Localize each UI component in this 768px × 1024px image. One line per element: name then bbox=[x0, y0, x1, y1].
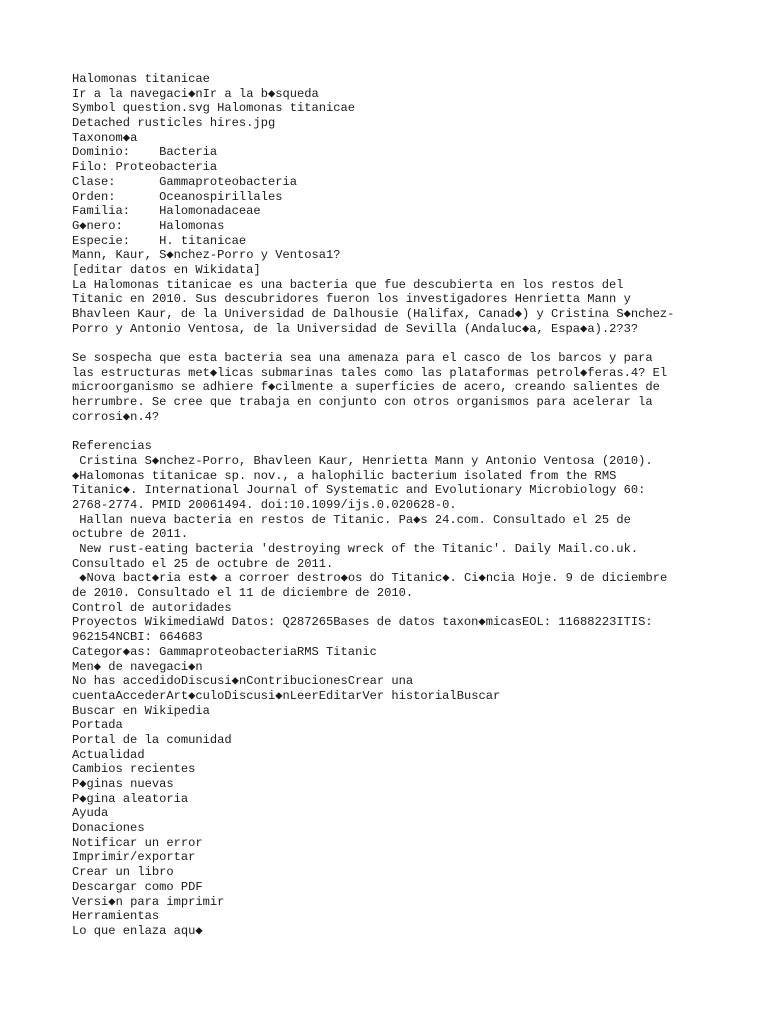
nav-item-descargar-pdf: Descargar como PDF bbox=[72, 879, 203, 894]
page-title: Halomonas titanicae bbox=[72, 72, 210, 86]
nav-item-actualidad: Actualidad bbox=[72, 747, 145, 762]
reference-line: Hallan nueva bacteria en restos de Titanic. Pa◆s 24.com. Consultado el 25 de bbox=[72, 512, 631, 527]
document-body bbox=[72, 72, 712, 939]
paragraph-line: Titanic en 2010. Sus descubridores fueron los investigadores Henrietta Mann y bbox=[72, 292, 631, 307]
references-heading: Referencias bbox=[72, 439, 152, 454]
authority-control-line: Proyectos WikimediaWd Datos: Q287265Bases de datos taxon◆micasEOL: 11688223ITIS: bbox=[72, 615, 653, 630]
paragraph-line: La Halomonas titanicae es una bacteria que fue descubierta en los restos del bbox=[72, 277, 624, 292]
authority-control-line: 962154NCBI: 664683 bbox=[72, 630, 203, 645]
nav-item-donaciones: Donaciones bbox=[72, 821, 145, 836]
reference-line: ◆Nova bact◆ria est◆ a corroer destro◆os do Titanic◆. Ci◆ncia Hoje. 9 de diciembre bbox=[72, 571, 668, 586]
reference-line: Consultado el 25 de octubre de 2011. bbox=[72, 556, 334, 571]
image-caption: Symbol question.svg Halomonas titanicae bbox=[72, 101, 356, 116]
reference-line: 2768-2774. PMID 20061494. doi:10.1099/ijs.0.020628-0. bbox=[72, 497, 457, 512]
taxonomy-row-familia: Familia: Halomonadaceae bbox=[72, 204, 261, 219]
taxonomy-row-orden: Orden: Oceanospirillales bbox=[72, 189, 283, 204]
nav-item-notificar: Notificar un error bbox=[72, 835, 203, 850]
taxonomy-row-dominio: Dominio: Bacteria bbox=[72, 145, 218, 160]
authority-control-heading: Control de autoridades bbox=[72, 600, 232, 615]
reference-line: New rust-eating bacteria 'destroying wreck of the Titanic'. Daily Mail.co.uk. bbox=[72, 542, 639, 556]
paragraph-line: las estructuras met◆licas submarinas tales como las plataformas petrol◆feras.4? El bbox=[72, 365, 668, 380]
taxonomy-row-genero: G◆nero: Halomonas bbox=[72, 218, 225, 233]
nav-item-version-imprimir: Versi◆n para imprimir bbox=[72, 894, 225, 909]
nav-item-ayuda: Ayuda bbox=[72, 806, 109, 821]
page-action-links: cuentaAccederArt◆culoDiscusi◆nLeerEditarVer historialBuscar bbox=[72, 688, 501, 703]
paragraph-line: herrumbre. Se cree que trabaja en conjunto con otros organismos para acelerar la bbox=[72, 395, 653, 410]
nav-item-pagina-aleatoria: P◆gina aleatoria bbox=[72, 791, 189, 806]
tools-heading: Herramientas bbox=[72, 909, 160, 924]
blank-line bbox=[72, 336, 712, 351]
taxonomy-row-especie: Especie: H. titanicae bbox=[72, 233, 247, 248]
reference-line: Titanic◆. International Journal of Systematic and Evolutionary Microbiology 60: bbox=[72, 483, 646, 498]
jump-links: Ir a la navegaci◆nIr a la b◆squeda bbox=[72, 86, 319, 101]
reference-line: ◆Halomonas titanicae sp. nov., a halophilic bacterium isolated from the RMS bbox=[72, 468, 617, 483]
print-export-heading: Imprimir/exportar bbox=[72, 850, 196, 865]
categories-line: Categor◆as: GammaproteobacteriaRMS Titanic bbox=[72, 644, 377, 659]
paragraph-line: Bhavleen Kaur, de la Universidad de Dalhousie (Halifax, Canad◆) y Cristina S◆nchez- bbox=[72, 307, 675, 321]
image-caption: Detached rusticles hires.jpg bbox=[72, 116, 276, 131]
nav-item-paginas-nuevas: P◆ginas nuevas bbox=[72, 777, 174, 791]
nav-item-crear-libro: Crear un libro bbox=[72, 865, 174, 880]
reference-line: octubre de 2011. bbox=[72, 527, 189, 542]
reference-line: Cristina S◆nchez-Porro, Bhavleen Kaur, Henrietta Mann y Antonio Ventosa (2010). bbox=[72, 453, 653, 468]
taxonomy-authority: Mann, Kaur, S◆nchez-Porro y Ventosa1? bbox=[72, 248, 341, 263]
paragraph-line: corrosi◆n.4? bbox=[72, 409, 160, 424]
paragraph-line: microorganismo se adhiere f◆cilmente a superficies de acero, creando salientes de bbox=[72, 380, 660, 395]
blank-line bbox=[72, 425, 712, 440]
paragraph-line: Se sospecha que esta bacteria sea una amenaza para el casco de los barcos y para bbox=[72, 351, 653, 366]
nav-item-cambios: Cambios recientes bbox=[72, 762, 196, 777]
nav-item-portada: Portada bbox=[72, 718, 123, 733]
search-label: Buscar en Wikipedia bbox=[72, 703, 210, 718]
taxonomy-heading: Taxonom◆a bbox=[72, 130, 138, 145]
account-links: No has accedidoDiscusi◆nContribucionesCrear una bbox=[72, 674, 414, 689]
paragraph-line: Porro y Antonio Ventosa, de la Universidad de Sevilla (Andaluc◆a, Espa◆a).2?3? bbox=[72, 321, 639, 336]
nav-item-portal: Portal de la comunidad bbox=[72, 732, 232, 747]
edit-wikidata-link: [editar datos en Wikidata] bbox=[72, 262, 261, 277]
reference-line: de 2010. Consultado el 11 de diciembre de 2010. bbox=[72, 586, 414, 601]
taxonomy-row-filo: Filo: Proteobacteria bbox=[72, 160, 218, 175]
nav-item-lo-que-enlaza: Lo que enlaza aqu◆ bbox=[72, 923, 203, 938]
navigation-menu-heading: Men◆ de navegaci◆n bbox=[72, 659, 203, 674]
taxonomy-row-clase: Clase: Gammaproteobacteria bbox=[72, 174, 297, 189]
